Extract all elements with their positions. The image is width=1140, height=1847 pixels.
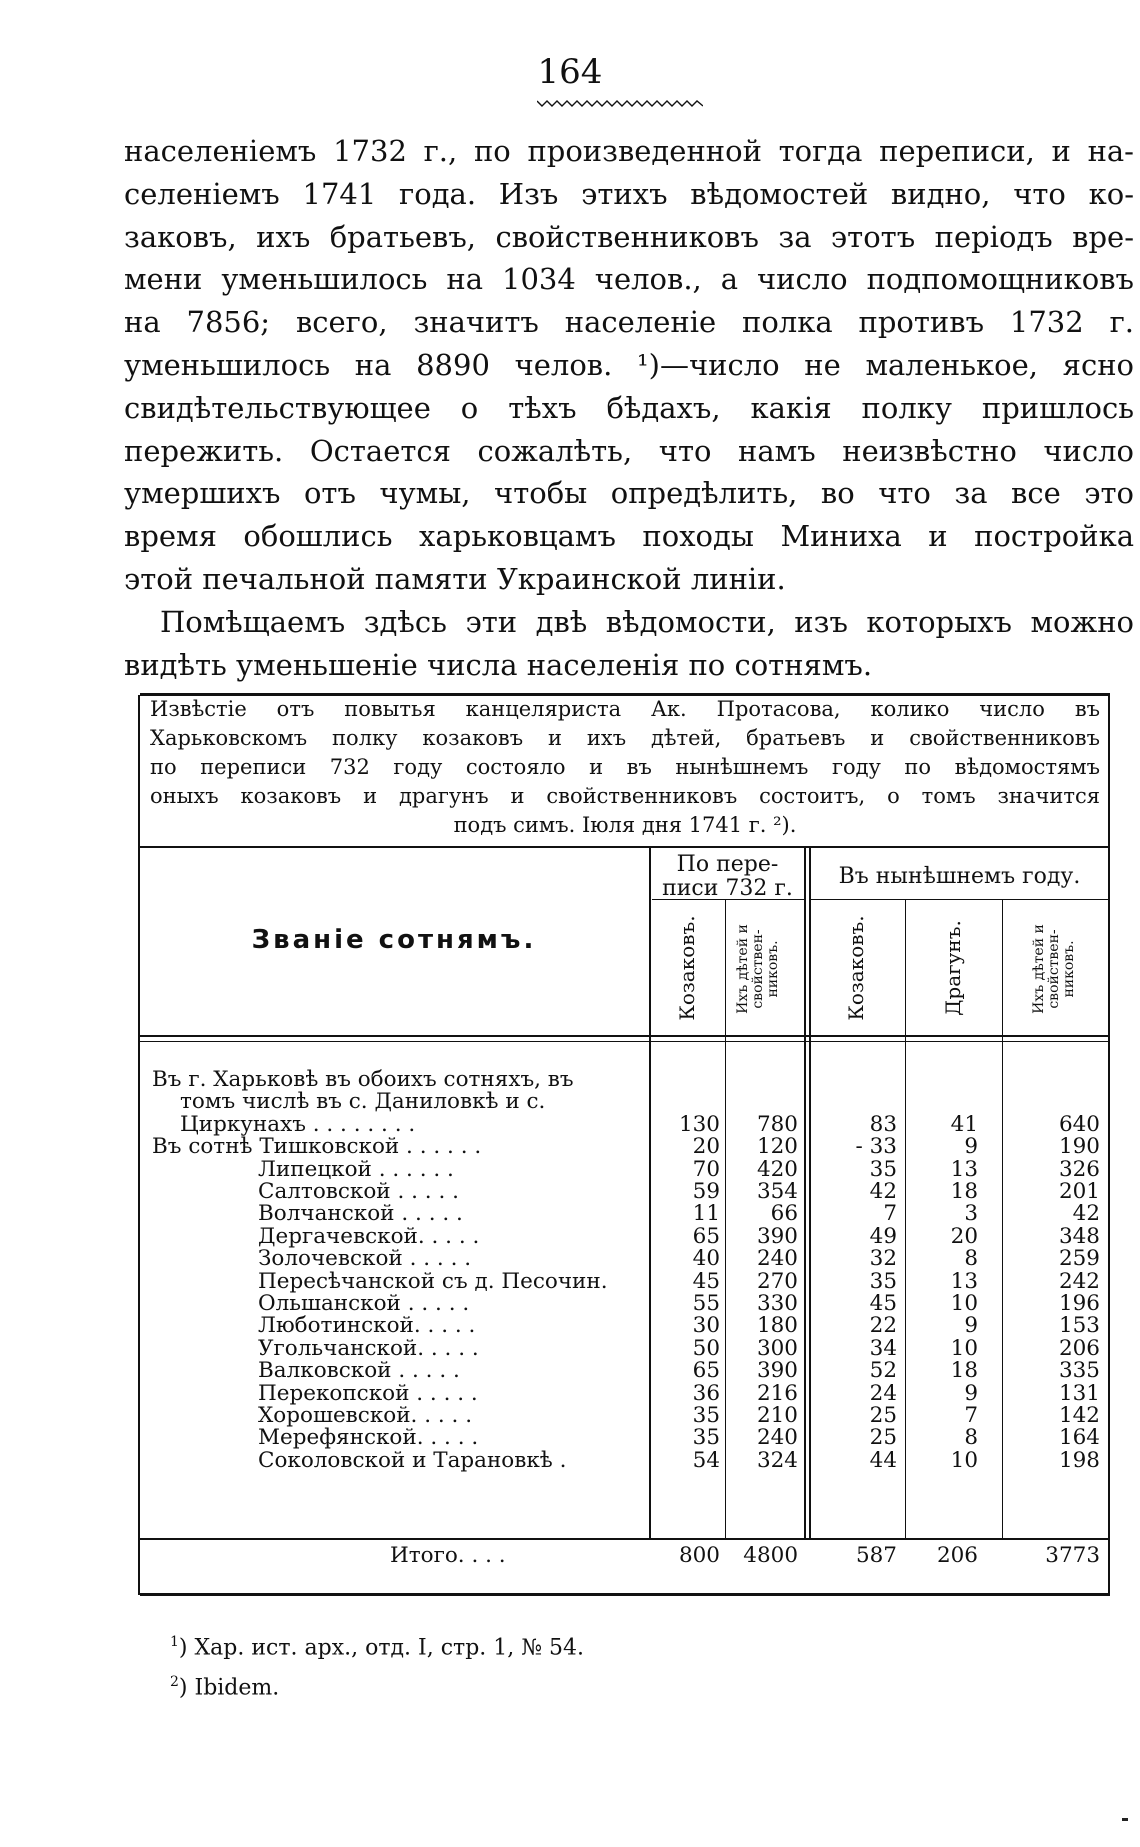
caption-line: оныхъ козаковъ и драгунъ и свойственниковъ состоитъ, о томъ значится	[150, 784, 1100, 808]
cell-cnow: 348	[1058, 1223, 1100, 1249]
body-line: мени уменьшилось на 1034 челов., а число подпомощниковъ	[124, 262, 1134, 297]
row-label: Золочевской . . . . .	[258, 1246, 472, 1272]
cell-c1732: 390	[756, 1358, 798, 1384]
cell-c1732: 420	[756, 1156, 798, 1182]
cell-dnow: 9	[964, 1134, 978, 1160]
total-dnow: 206	[936, 1543, 978, 1568]
cell-know: - 33	[855, 1134, 897, 1160]
cell-cnow: 259	[1058, 1246, 1100, 1272]
cell-cnow: 196	[1058, 1291, 1100, 1316]
row-name: Въ г. Харьковѣ въ обоихъ сотняхъ, въ	[152, 1067, 574, 1092]
cell-cnow: 326	[1058, 1156, 1100, 1182]
cell-c1732: 324	[756, 1447, 798, 1473]
cell-c1732: 390	[756, 1223, 798, 1249]
statistics-table	[140, 695, 1110, 1595]
body-line: пережить. Остается сожалѣть, что намъ неизвѣстно число	[124, 433, 1134, 468]
cell-c1732: 240	[756, 1425, 798, 1451]
cell-k1732: 36	[692, 1380, 720, 1406]
cell-c1732: 180	[756, 1313, 798, 1339]
table-total-row	[140, 1543, 1110, 1569]
cell-dnow: 7	[964, 1403, 978, 1428]
body-line: Помѣщаемъ здѣсь эти двѣ вѣдомости, изъ которыхъ можно	[160, 604, 1134, 639]
cell-know: 7	[883, 1201, 897, 1227]
row-label: Салтовской . . . . .	[258, 1179, 459, 1204]
cell-know: 34	[869, 1335, 897, 1361]
footnote-mark: 1	[170, 1634, 179, 1650]
cell-c1732: 240	[756, 1246, 798, 1272]
cell-dnow: 9	[964, 1380, 978, 1406]
cell-cnow: 142	[1058, 1403, 1100, 1428]
footnotes	[170, 1625, 1070, 1706]
cell-dnow: 13	[950, 1156, 978, 1182]
row-name	[166, 1448, 666, 1474]
cell-know: 42	[869, 1179, 897, 1204]
footnote-paren: )	[178, 1635, 195, 1661]
cell-k1732: 130	[678, 1111, 720, 1137]
row-label: Перекопской . . . . .	[258, 1380, 478, 1406]
body-line: населеніемъ 1732 г., по произведенной тогда переписи, и на-	[124, 134, 1134, 168]
row-label: Люботинской. . . . .	[258, 1313, 476, 1339]
cell-k1732: 59	[692, 1179, 720, 1204]
page-number: 164	[537, 52, 603, 92]
caption-line: подъ симъ. Іюля дня 1741 г. ²).	[453, 813, 797, 837]
cell-c1732: 66	[770, 1201, 798, 1227]
cell-k1732: 35	[692, 1403, 720, 1428]
cell-cnow: 201	[1058, 1179, 1100, 1204]
cell-k1732: 40	[692, 1246, 720, 1272]
table-bottom-rule	[140, 1593, 1110, 1596]
cell-c1732: 330	[756, 1291, 798, 1316]
cell-cnow: 131	[1058, 1380, 1100, 1406]
cell-dnow: 9	[964, 1313, 978, 1339]
body-line: на 7856; всего, значитъ населеніе полка противъ 1732 г.	[124, 305, 1134, 340]
cell-know: 32	[869, 1246, 897, 1272]
cell-know: 25	[869, 1425, 897, 1451]
cell-cnow: 190	[1058, 1134, 1100, 1160]
caption-line: по переписи 732 году состояло и въ нынѣшнемъ году по вѣдомостямъ	[150, 755, 1100, 779]
group-1732-line1: По пере-	[676, 852, 779, 877]
total-label: Итого. . . .	[390, 1543, 506, 1568]
cell-know: 25	[869, 1403, 897, 1428]
row-label: Липецкой . . . . . .	[258, 1156, 454, 1182]
col-children-now: Ихъ дѣтей и свойствен-никовъ.	[1031, 924, 1077, 1014]
cell-dnow: 18	[950, 1358, 978, 1384]
total-c1732: 4800	[743, 1543, 798, 1568]
cell-dnow: 20	[950, 1223, 978, 1249]
row-name: томъ числѣ въ с. Даниловкѣ и с.	[180, 1089, 546, 1115]
cell-c1732: 270	[756, 1268, 798, 1294]
cell-k1732: 20	[692, 1134, 720, 1160]
body-line: свидѣтельствующее о тѣхъ бѣдахъ, какія полку пришлось	[124, 390, 1134, 425]
table-caption	[140, 695, 1110, 845]
cell-cnow: 153	[1058, 1313, 1100, 1339]
cell-know: 44	[869, 1447, 897, 1473]
footnote	[170, 1665, 1070, 1705]
body-line: время обошлись харьковцамъ походы Миниха и постройка	[124, 519, 1134, 554]
cell-dnow: 8	[964, 1425, 978, 1451]
col-kozakov-1732: Козаковъ.	[675, 915, 699, 1021]
caption-rule	[140, 846, 1110, 848]
cell-dnow: 41	[950, 1111, 978, 1137]
row-label: Ольшанской . . . . .	[258, 1291, 470, 1316]
row-label: Дергачевской. . . . .	[258, 1223, 480, 1249]
body-line: заковъ, ихъ братьевъ, свойственниковъ за этотъ періодъ вре-	[124, 219, 1134, 254]
cell-dnow: 8	[964, 1246, 978, 1272]
total-k1732: 800	[678, 1543, 720, 1568]
col-children-1732: Ихъ дѣтей и свойствен-никовъ.	[735, 924, 781, 1014]
cell-know: 35	[869, 1156, 897, 1182]
cell-k1732: 70	[692, 1156, 720, 1182]
footnote-mark: 2	[170, 1674, 179, 1691]
total-rule	[140, 1538, 1110, 1540]
total-cnow: 3773	[1045, 1543, 1100, 1568]
row-name: Циркунахъ . . . . . . . .	[180, 1111, 416, 1137]
footnote-text: Хар. ист. арх., отд. I, стр. 1, № 54.	[194, 1635, 585, 1661]
col-kozakov-now: Козаковъ.	[844, 915, 868, 1021]
cell-k1732: 30	[692, 1313, 720, 1339]
group-now-header: Въ нынѣшнемъ году.	[838, 864, 1081, 889]
row-label: Хорошевской. . . . .	[258, 1403, 473, 1428]
cell-dnow: 18	[950, 1179, 978, 1204]
caption-line: Извѣстіе отъ повытья канцеляриста Ак. Протасова, колико число въ	[150, 697, 1100, 721]
cell-cnow: 164	[1058, 1425, 1100, 1451]
body-line: уменьшилось на 8890 челов. ¹)—число не маленькое, ясно	[124, 347, 1134, 382]
cell-dnow: 10	[950, 1291, 978, 1316]
cell-know: 49	[869, 1223, 897, 1249]
cell-dnow: 3	[964, 1201, 978, 1227]
body-line: видѣть уменьшеніе числа населенія по сотнямъ.	[124, 647, 873, 682]
cell-cnow: 42	[1072, 1201, 1100, 1227]
page-number-ornament	[537, 98, 703, 108]
cell-know: 83	[869, 1111, 897, 1137]
total-know: 587	[855, 1543, 897, 1568]
cell-c1732: 780	[756, 1111, 798, 1137]
cell-k1732: 55	[692, 1291, 720, 1316]
cell-cnow: 640	[1058, 1111, 1100, 1137]
col-dragun-now: Драгунъ.	[941, 920, 965, 1016]
footnote-text: Ibidem.	[194, 1675, 280, 1701]
cell-cnow: 335	[1058, 1358, 1100, 1384]
row-label: Валковской . . . . .	[258, 1358, 460, 1384]
cell-c1732: 354	[756, 1179, 798, 1204]
cell-c1732: 300	[756, 1335, 798, 1361]
cell-know: 45	[869, 1291, 897, 1316]
body-line: селеніемъ 1741 года. Изъ этихъ вѣдомостей видно, что ко-	[124, 176, 1134, 211]
cell-dnow: 10	[950, 1335, 978, 1361]
cell-c1732: 216	[756, 1380, 798, 1406]
cell-k1732: 65	[692, 1358, 720, 1384]
column-title-sotni: Званіе сотнямъ.	[251, 925, 537, 955]
row-label: Волчанской . . . . .	[258, 1201, 463, 1227]
body-line: умершихъ отъ чумы, чтобы опредѣлить, во что за все это	[124, 476, 1134, 511]
cell-k1732: 50	[692, 1335, 720, 1361]
cell-know: 35	[869, 1268, 897, 1294]
row-label: Мерефянской. . . . .	[258, 1425, 479, 1451]
cell-know: 24	[869, 1380, 897, 1406]
row-label: Угольчанской. . . . .	[258, 1335, 479, 1361]
row-label: Соколовской и Тарановкѣ .	[258, 1447, 567, 1473]
cell-c1732: 210	[756, 1403, 798, 1428]
row-name: Въ сотнѣ Тишковской . . . . . .	[152, 1134, 482, 1160]
cell-dnow: 13	[950, 1268, 978, 1294]
cell-know: 52	[869, 1358, 897, 1384]
cell-c1732: 120	[756, 1134, 798, 1160]
caption-line: Харьковскомъ полку козаковъ и ихъ дѣтей, братьевъ и свойственниковъ	[150, 726, 1100, 750]
cell-k1732: 11	[692, 1201, 720, 1227]
cell-k1732: 35	[692, 1425, 720, 1451]
footnote-paren: )	[178, 1675, 195, 1701]
footnote	[170, 1625, 1070, 1665]
cell-cnow: 206	[1058, 1335, 1100, 1361]
cell-k1732: 65	[692, 1223, 720, 1249]
cell-cnow: 242	[1058, 1268, 1100, 1294]
cell-know: 22	[869, 1313, 897, 1339]
row-label: Пересѣчанской съ д. Песочин.	[258, 1268, 608, 1294]
body-line: этой печальной памяти Украинской линіи.	[124, 561, 786, 596]
cell-cnow: 198	[1058, 1447, 1100, 1473]
cell-k1732: 45	[692, 1268, 720, 1294]
cell-k1732: 54	[692, 1447, 720, 1473]
group-1732-line2: писи 732 г.	[662, 876, 793, 901]
scan-speck	[1122, 1818, 1128, 1821]
group-1732-header	[651, 853, 804, 901]
table-row	[140, 1448, 1110, 1474]
body-text	[124, 130, 1134, 686]
cell-dnow: 10	[950, 1447, 978, 1473]
